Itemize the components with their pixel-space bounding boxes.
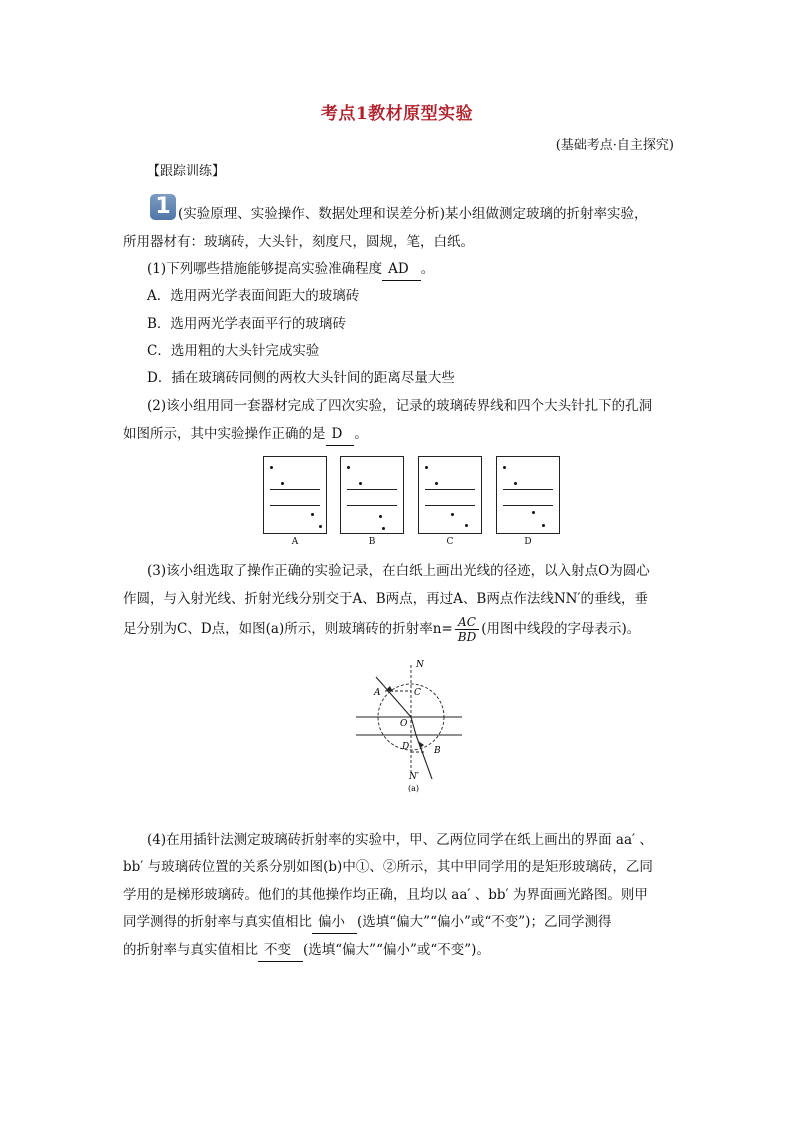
question-3-line-3 [123, 614, 640, 644]
figure-a [263, 456, 327, 534]
question-4-line-4 [123, 911, 611, 934]
q2-answer: D [326, 423, 355, 446]
subtitle: (基础考点·自主探究) [555, 138, 674, 153]
label-n-prime: N′ [409, 772, 419, 782]
page-title: 考点1教材原型实验 [320, 104, 474, 124]
q4-answer-1: 偏小 [312, 911, 357, 934]
option-a: A．选用两光学表面间距大的玻璃砖 [147, 288, 360, 304]
label-a: A [374, 688, 381, 698]
figure-a-label: A [291, 537, 299, 547]
option-c: C．选用粗的大头针完成实验 [147, 343, 320, 359]
q3-prefix: 足分别为C、D点，如图(a)所示，则玻璃砖的折射率n= [123, 621, 453, 637]
option-d: D．插在玻璃砖同侧的两枚大头针间的距离尽量大些 [147, 370, 455, 386]
question-4-line-5 [123, 939, 490, 962]
intro-line-1: (实验原理、实验操作、数据处理和误差分析)某小组做测定玻璃的折射率实验， [178, 206, 648, 222]
figure-d-label: D [524, 537, 532, 547]
question-number-badge: 1 [150, 194, 176, 220]
question-4-line-2: bb′ 与玻璃砖位置的关系分别如图(b)中①、②所示，其中甲同学用的是矩形玻璃砖，乙同 [123, 859, 653, 875]
fraction-numerator: AC [455, 615, 479, 630]
option-b: B．选用两光学表面平行的玻璃砖 [147, 316, 346, 332]
figure-c-label: C [446, 537, 454, 547]
figure-b-label: B [368, 537, 376, 547]
q2-suffix: 。 [354, 426, 368, 442]
intro-line-2: 所用器材有：玻璃砖，大头针，刻度尺，圆规，笔，白纸。 [123, 234, 474, 250]
refractive-index-fraction [455, 615, 479, 644]
label-c: C [414, 688, 421, 698]
label-b: B [434, 746, 441, 756]
q4-prefix-1: 同学测得的折射率与真实值相比 [123, 914, 312, 930]
question-3-line-2: 作圆，与入射光线、折射光线分别交于A、B两点，再过A、B两点作法线NN′的垂线，垂 [123, 591, 649, 607]
q1-prefix: (1)下列哪些措施能够提高实验准确程度 [147, 261, 383, 277]
label-d: D [402, 742, 410, 752]
question-3-line-1: (3)该小组选取了操作正确的实验记录，在白纸上画出光线的径迹，以入射点O为圆心 [147, 563, 650, 579]
fraction-denominator: BD [457, 630, 477, 644]
figure-c [418, 456, 482, 534]
label-o: O [400, 719, 408, 729]
question-4-line-1: (4)在用插针法测定玻璃砖折射率的实验中，甲、乙两位同学在纸上画出的界面 aa′ 、 [147, 832, 653, 848]
q4-prefix-2: 的折射率与真实值相比 [123, 942, 258, 958]
question-2-line-2 [123, 423, 368, 446]
question-2-line-1: (2)该小组用同一套器材完成了四次实验，记录的玻璃砖界线和四个大头针扎下的孔洞 [147, 398, 653, 414]
q4-answer-2: 不变 [258, 939, 303, 962]
question-1 [147, 258, 434, 281]
section-heading: 【跟踪训练】 [147, 164, 226, 179]
q3-suffix: (用图中线段的字母表示)。 [481, 621, 641, 637]
diagram-caption: (a) [408, 784, 420, 793]
q1-answer: AD [382, 258, 421, 281]
refraction-diagram [350, 655, 465, 795]
figure-d [496, 456, 560, 534]
question-4-line-3: 学用的是梯形玻璃砖。他们的其他操作均正确，且均以 aa′ 、bb′ 为界面画光路图。则甲 [123, 887, 648, 903]
q4-suffix-2: (选填“偏大”“偏小”或“不变”)。 [303, 942, 490, 958]
label-n: N [416, 660, 424, 670]
figure-b [340, 456, 404, 534]
q2-prefix: 如图所示，其中实验操作正确的是 [123, 426, 326, 442]
q1-suffix: 。 [420, 261, 435, 277]
q4-suffix-1: (选填“偏大”“偏小”或“不变”)；乙同学测得 [357, 914, 612, 930]
